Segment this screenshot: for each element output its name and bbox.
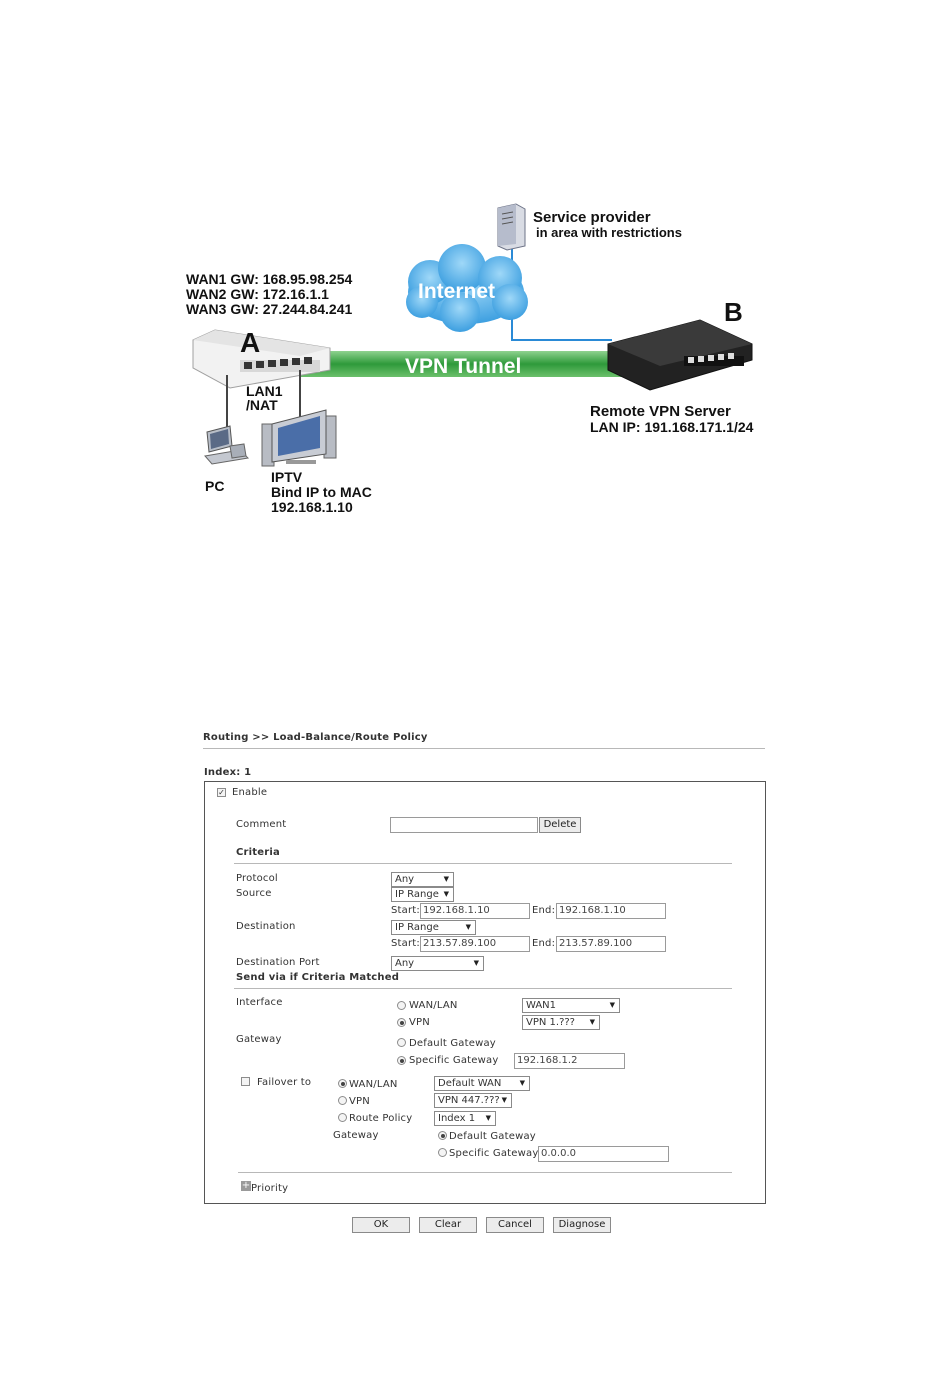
chevron-down-icon: ▼ — [485, 1114, 491, 1122]
protocol-select[interactable] — [391, 872, 454, 887]
source-label: Source — [236, 888, 272, 899]
failover-vpn-label: VPN — [349, 1096, 370, 1107]
comment-input[interactable] — [390, 817, 538, 833]
failover-specific-gateway-radio[interactable] — [438, 1148, 447, 1157]
source-start-label: Start: — [391, 905, 420, 916]
specific-gateway-radio[interactable] — [397, 1056, 406, 1065]
failover-vpn-radio[interactable] — [338, 1096, 347, 1105]
dest-start-input[interactable]: 213.57.89.100 — [420, 936, 530, 952]
failover-vpn-value: VPN 447.??? — [438, 1095, 500, 1106]
nat-label: /NAT — [246, 397, 278, 413]
service-provider-label: Service provider — [533, 209, 651, 226]
source-type-value: IP Range — [395, 889, 439, 900]
dest-end-label: End: — [532, 938, 556, 949]
failover-specific-gateway-input[interactable]: 0.0.0.0 — [538, 1146, 669, 1162]
interface-vpn-radio[interactable] — [397, 1018, 406, 1027]
failover-gateway-label: Gateway — [333, 1130, 379, 1141]
ok-button[interactable]: OK — [352, 1217, 410, 1233]
lan1-label: LAN1 — [246, 383, 283, 399]
gateway-label: Gateway — [236, 1034, 282, 1045]
interface-vpn-select[interactable] — [522, 1015, 600, 1030]
specific-gateway-label: Specific Gateway — [409, 1055, 499, 1066]
failover-route-select[interactable] — [434, 1111, 496, 1126]
iptv-ip-label: 192.168.1.10 — [271, 499, 353, 515]
interface-wan-value: WAN1 — [526, 1000, 557, 1011]
remote-lan-label: LAN IP: 191.168.171.1/24 — [590, 419, 754, 435]
interface-vpn-label: VPN — [409, 1017, 430, 1028]
router-a-icon — [193, 330, 330, 388]
chevron-down-icon: ▼ — [609, 1001, 615, 1009]
tv-icon — [262, 410, 336, 466]
chevron-down-icon: ▼ — [443, 875, 449, 883]
dest-port-label: Destination Port — [236, 957, 320, 968]
interface-wan-label: WAN/LAN — [409, 1000, 458, 1011]
iptv-label: IPTV — [271, 469, 303, 485]
provider-link-line — [512, 242, 612, 340]
failover-checkbox[interactable] — [241, 1077, 250, 1086]
wan2-gateway-label: WAN2 GW: 172.16.1.1 — [186, 286, 329, 302]
breadcrumb: Routing >> Load-Balance/Route Policy — [203, 732, 428, 743]
router-b-icon — [608, 320, 752, 390]
specific-gateway-input[interactable]: 192.168.1.2 — [514, 1053, 625, 1069]
dest-port-select[interactable] — [391, 956, 484, 971]
pc-icon — [205, 426, 248, 464]
server-icon — [498, 204, 525, 250]
pc-label: PC — [205, 478, 225, 494]
chevron-down-icon: ▼ — [473, 959, 479, 967]
failover-route-value: Index 1 — [438, 1113, 476, 1124]
interface-label: Interface — [236, 997, 283, 1008]
enable-label: Enable — [232, 787, 268, 798]
clear-button[interactable]: Clear — [419, 1217, 477, 1233]
dest-port-value: Any — [395, 958, 415, 969]
failover-default-gateway-label: Default Gateway — [449, 1131, 536, 1142]
chevron-down-icon: ▼ — [465, 923, 471, 931]
wan1-gateway-label: WAN1 GW: 168.95.98.254 — [186, 271, 353, 287]
chevron-down-icon: ▼ — [589, 1018, 595, 1026]
default-gateway-label: Default Gateway — [409, 1038, 496, 1049]
chevron-down-icon: ▼ — [443, 890, 449, 898]
source-end-input[interactable]: 192.168.1.10 — [556, 903, 666, 919]
destination-type-select[interactable] — [391, 920, 476, 935]
source-end-label: End: — [532, 905, 556, 916]
failover-vpn-select[interactable] — [434, 1093, 512, 1108]
failover-route-radio[interactable] — [338, 1113, 347, 1122]
criteria-divider — [234, 863, 732, 864]
expand-plus-icon[interactable]: + — [241, 1180, 251, 1191]
interface-wan-select[interactable] — [522, 998, 620, 1013]
remote-server-label: Remote VPN Server — [590, 403, 731, 420]
enable-checkbox[interactable]: ✓ — [218, 788, 225, 797]
dest-end-input[interactable]: 213.57.89.100 — [556, 936, 666, 952]
internet-label: Internet — [418, 280, 496, 303]
send-via-heading: Send via if Criteria Matched — [236, 972, 400, 983]
diagnose-button[interactable]: Diagnose — [553, 1217, 611, 1233]
service-area-label: in area with restrictions — [536, 225, 682, 240]
router-b-label: B — [724, 297, 743, 327]
source-start-input[interactable]: 192.168.1.10 — [420, 903, 530, 919]
index-label: Index: 1 — [204, 767, 252, 778]
failover-route-label: Route Policy — [349, 1113, 413, 1124]
default-gateway-radio[interactable] — [397, 1038, 406, 1047]
network-diagram — [0, 0, 950, 560]
priority-label[interactable]: Priority — [251, 1183, 289, 1194]
failover-specific-gateway-label: Specific Gateway — [449, 1148, 539, 1159]
chevron-down-icon: ▼ — [501, 1096, 507, 1104]
bind-ip-label: Bind IP to MAC — [271, 484, 372, 500]
send-via-divider — [234, 988, 732, 989]
destination-type-value: IP Range — [395, 922, 439, 933]
criteria-heading: Criteria — [236, 847, 280, 858]
breadcrumb-divider — [203, 748, 765, 749]
destination-label: Destination — [236, 921, 296, 932]
interface-vpn-value: VPN 1.??? — [526, 1017, 575, 1028]
priority-divider — [238, 1172, 732, 1173]
delete-button[interactable]: Delete — [539, 817, 581, 833]
vpn-tunnel-label: VPN Tunnel — [405, 355, 522, 378]
chevron-down-icon: ▼ — [519, 1079, 525, 1087]
failover-default-gateway-radio[interactable] — [438, 1131, 447, 1140]
comment-label: Comment — [236, 819, 287, 830]
failover-wan-value: Default WAN — [438, 1078, 502, 1089]
failover-wan-radio[interactable] — [338, 1079, 347, 1088]
failover-wan-select[interactable] — [434, 1076, 530, 1091]
router-a-label: A — [240, 327, 261, 358]
source-type-select[interactable] — [391, 887, 454, 902]
dest-start-label: Start: — [391, 938, 420, 949]
cancel-button[interactable]: Cancel — [486, 1217, 544, 1233]
protocol-label: Protocol — [236, 873, 278, 884]
protocol-select-value: Any — [395, 874, 415, 885]
wan3-gateway-label: WAN3 GW: 27.244.84.241 — [186, 301, 353, 317]
failover-label: Failover to — [257, 1077, 312, 1088]
interface-wan-radio[interactable] — [397, 1001, 406, 1010]
failover-wan-label: WAN/LAN — [349, 1079, 398, 1090]
